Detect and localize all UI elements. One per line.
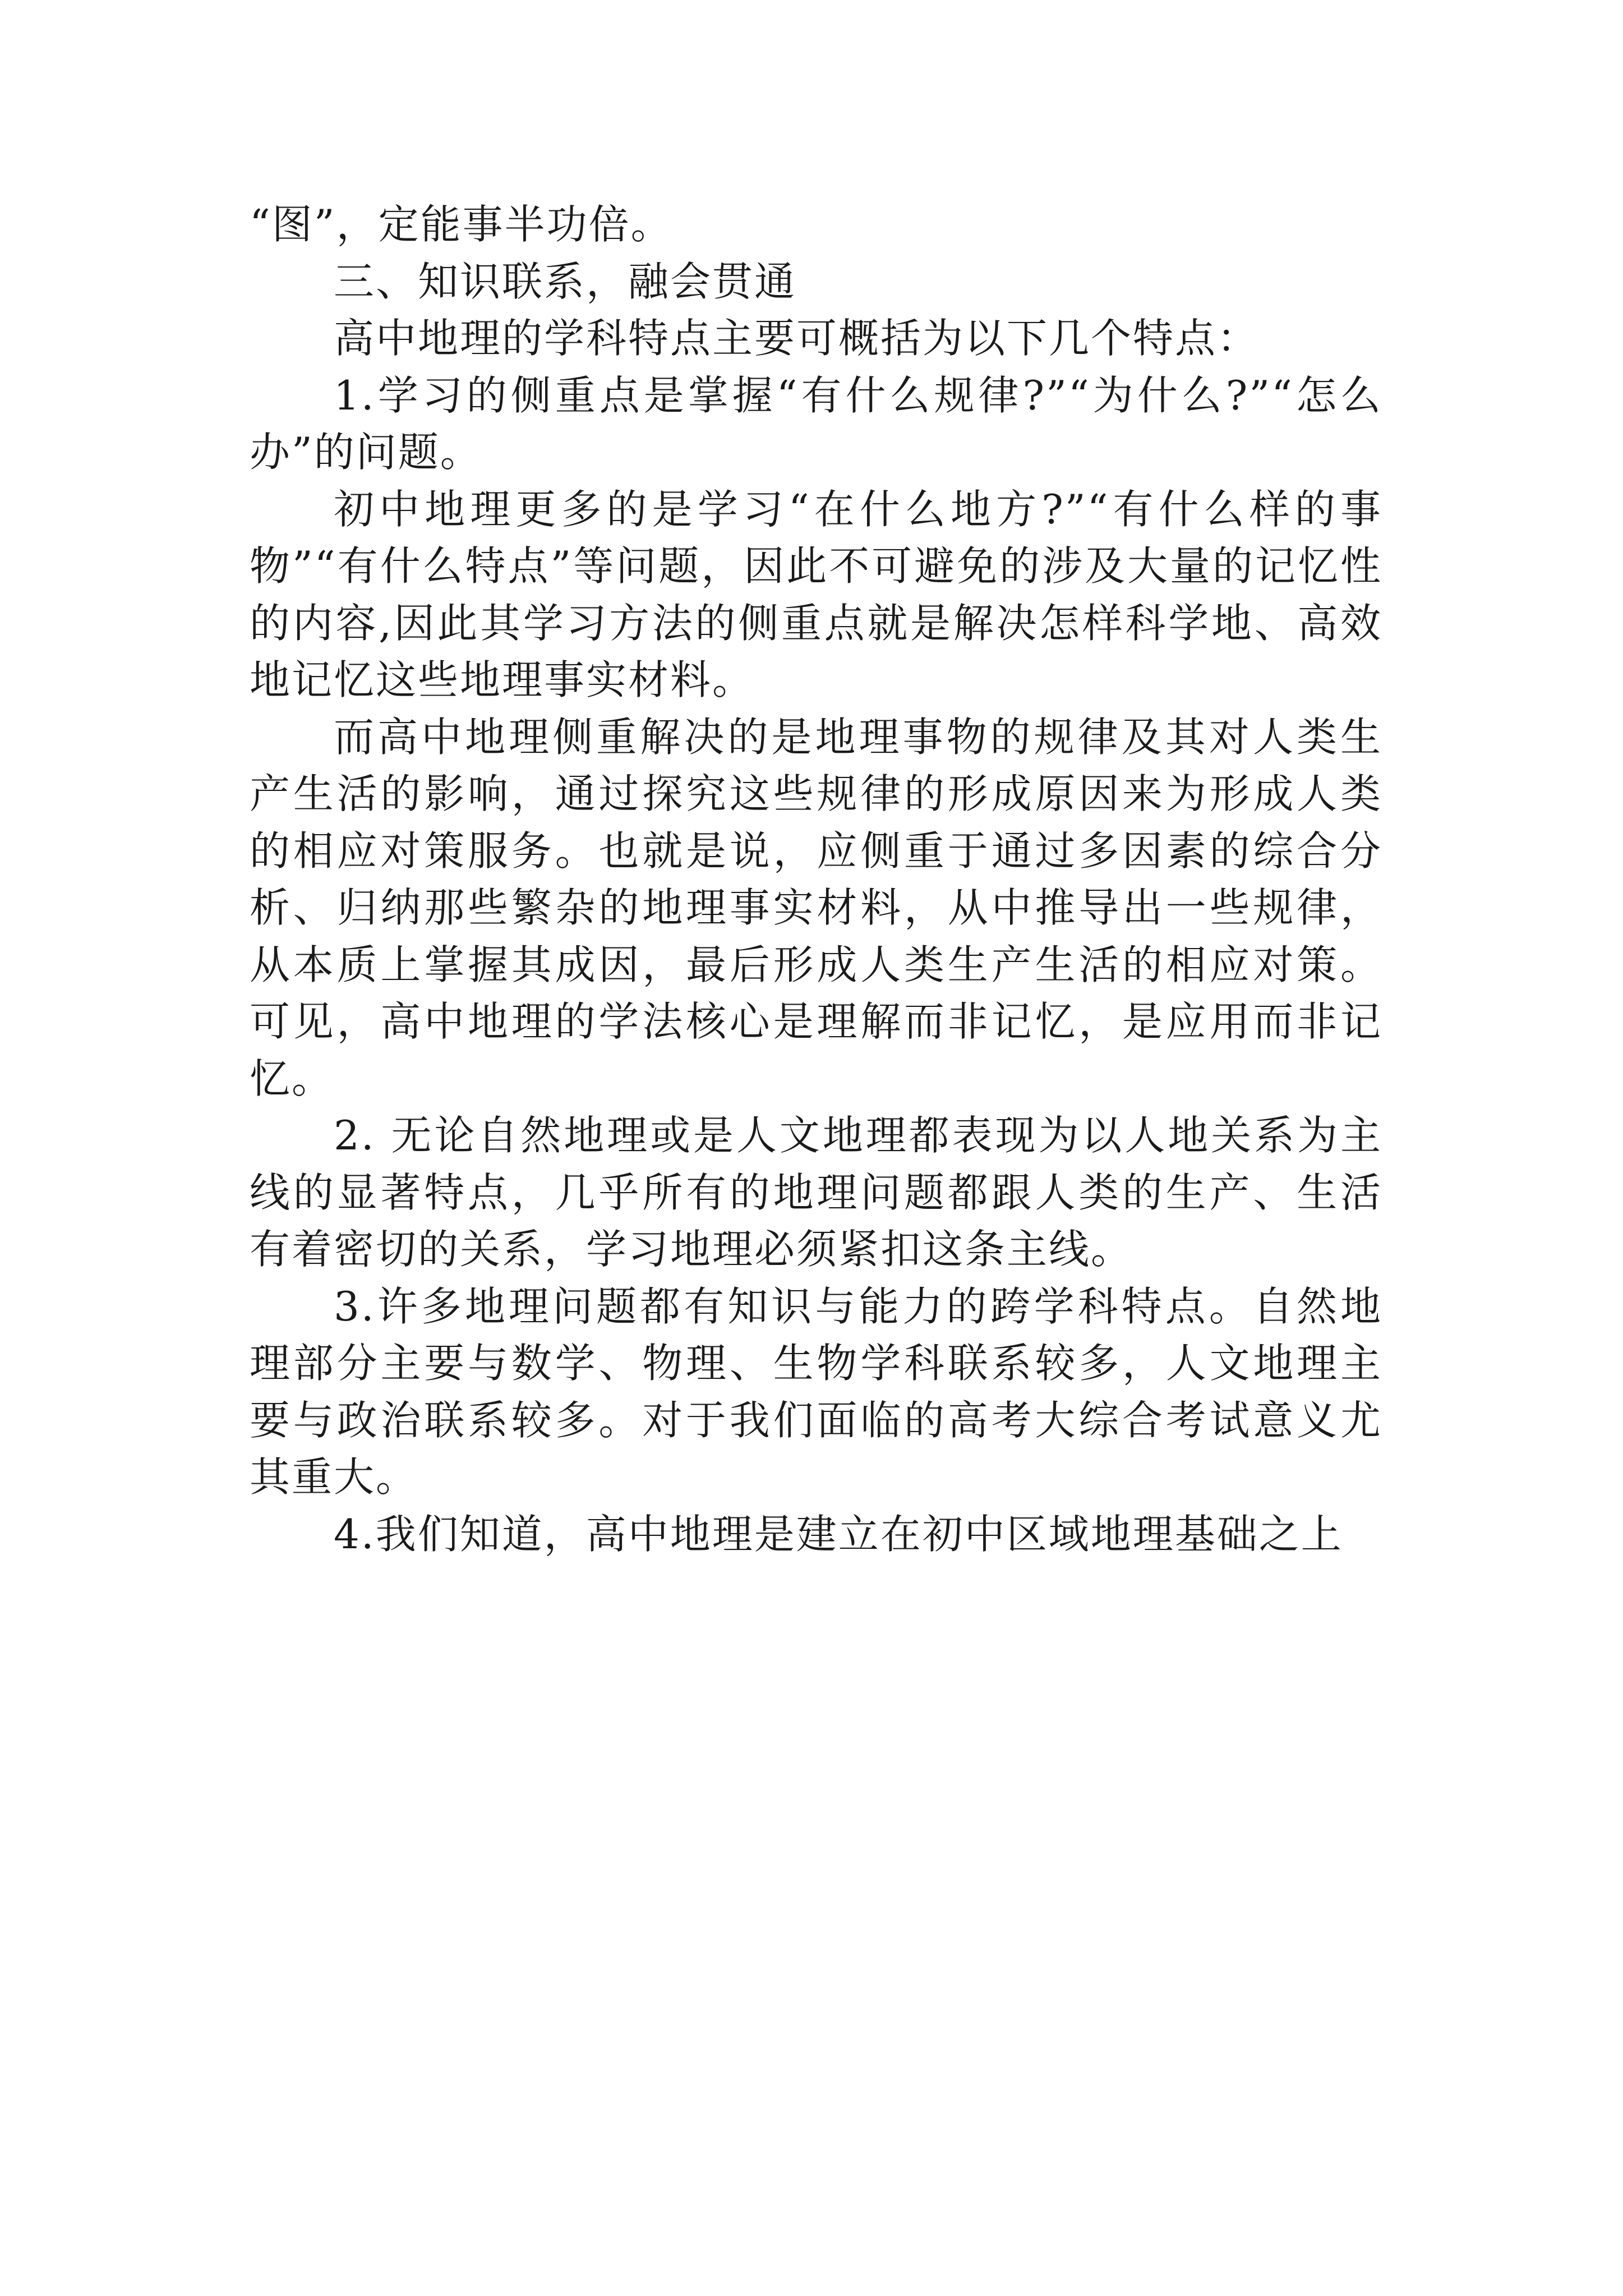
paragraph-point-1: 1.学习的侧重点是掌握“有什么规律?”“为什么?”“怎么办”的问题。 bbox=[250, 371, 1382, 476]
paragraph-point-4: 4.我们知道，高中地理是建立在初中区域地理基础之上 bbox=[334, 1510, 1343, 1558]
body-text bbox=[250, 196, 1382, 1563]
paragraph-intro: 高中地理的学科特点主要可概括为以下几个特点： bbox=[334, 315, 1260, 362]
section-heading: 三、知识联系，融会贯通 bbox=[334, 257, 797, 305]
paragraph-junior-geography: 初中地理更多的是学习“在什么地方?”“有什么样的事物”“有什么特点”等问题，因此不可避免的涉及大量的记忆性的内容,因此其学习方法的侧重点就是解决怎样科学地、高效地记忆这些地理事实材料。 bbox=[250, 485, 1382, 703]
paragraph-senior-geography: 而高中地理侧重解决的是地理事物的规律及其对人类生产生活的影响，通过探究这些规律的形成原因来为形成人类的相应对策服务。也就是说，应侧重于通过多因素的综合分析、归纳那些繁杂的地理事实材料，从中推导出一些规律，从本质上掌握其成因，最后形成人类生产生活的相应对策。可见，高中地理的学法核心是理解而非记忆，是应用而非记忆。 bbox=[250, 713, 1382, 1102]
paragraph-point-2: 2. 无论自然地理或是人文地理都表现为以人地关系为主线的显著特点，几乎所有的地理问题都跟人类的生产、生活有着密切的关系，学习地理必须紧扣这条主线。 bbox=[250, 1112, 1382, 1273]
paragraph-point-3: 3.许多地理问题都有知识与能力的跨学科特点。自然地理部分主要与数学、物理、生物学科联系较多，人文地理主要与政治联系较多。对于我们面临的高考大综合考试意义尤其重大。 bbox=[250, 1282, 1382, 1501]
paragraph-continuation: “图”，定能事半功倍。 bbox=[250, 201, 673, 248]
